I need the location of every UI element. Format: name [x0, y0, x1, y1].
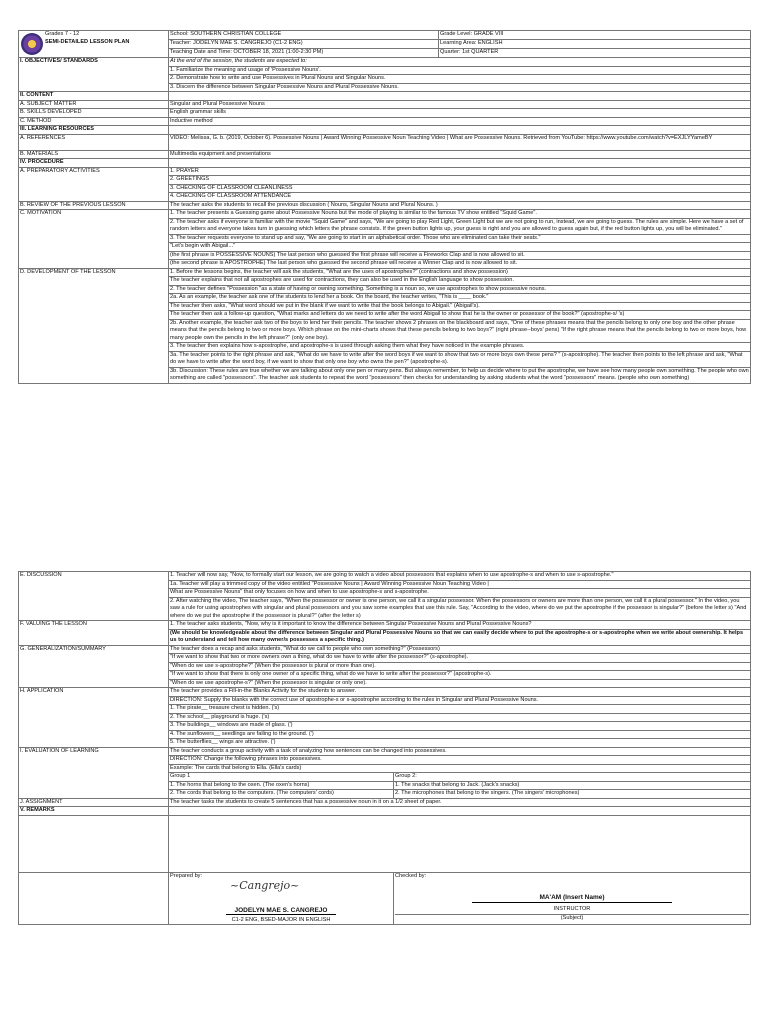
objectives-label: I. OBJECTIVES/ STANDARDS	[19, 58, 169, 92]
discussion-item: 2. After watching the video, The teacher says, "When the possessor or owner is one person, we call it a singular possessor. When the possessors or owners are more than one person, we call it a plural possessor." In the video, you saw a rule for using apostrophes with singular and plural possessors and you saw some examples that use this rule. Say, "According to the video, where do we put the apostrophe if the possessor is singular?" (before the letter s) "And where do we put the apostrophe if the possessor is plural?" (after the letter s)	[169, 597, 751, 621]
development-item: The teacher then ask a follow-up question, "What marks and letters do we need to write after the word Abigail to show that he is the owner or possessor of the book?" (apostrophe-s/ 's)	[169, 311, 751, 320]
application-item: 3. The buildings__ windows are made of glass. (')	[169, 722, 751, 731]
discussion-item: 1a. Teacher will play a trimmed copy of the video entitled "Possessive Nouns | Award Winning Possessive Noun Teaching Video |	[169, 580, 751, 589]
evaluation-item: The teacher conducts a group activity with a task of analyzing how sentences can be changed into possessives.	[169, 747, 751, 756]
procedure-label: IV. PROCEDURE	[19, 159, 169, 168]
assignment-label: J. ASSIGNMENT	[19, 798, 169, 807]
assignment: The teacher tasks the students to create 5 sentences that has a possessive noun in it on a 1/2 sheet of paper.	[169, 798, 751, 807]
motivation-item: (the first phrase is POSSESSIVE NOUNS) The last person who guessed the first phrase will receive a Fireworks Clap and is now allowed to sit.	[169, 251, 751, 260]
subject-matter-label: A. SUBJECT MATTER	[19, 100, 169, 109]
method: Inductive method	[169, 117, 751, 126]
subject-matter: Singular and Plural Possessive Nouns	[169, 100, 751, 109]
prepared-by-name: JODELYN MAE S. CANGREJO	[226, 907, 336, 916]
prepared-by-subtitle: C1-2 ENG, BSED-MAJOR IN ENGLISH	[231, 916, 331, 923]
generalization-label: G. GENERALIZATION/SUMMARY	[19, 645, 169, 688]
checked-by-label: Checked by:	[395, 872, 427, 879]
grades-label: Grades 7 - 12	[45, 31, 80, 37]
school-field: School: SOUTHERN CHRISTIAN COLLEGE	[169, 31, 439, 40]
motivation-item: (the second phrase is APOSTROPHE) The last person who guessed the second phrase will receive a Winner Clap and is now allowed to sit.	[169, 260, 751, 269]
review: The teacher asks the students to recall the previous discussion ( Nouns, Singular Nouns and Plural Nouns. )	[169, 201, 751, 210]
teacher-field: Teacher: JODELYN MAE S. CANGREJO (C1-2 ENG)	[169, 40, 439, 49]
motivation-item: 3. The teacher requests everyone to stand up and say, "We are going to start in an alphabetical order. Those who are eliminated can take their seats."	[169, 234, 751, 243]
content-label: II. CONTENT	[19, 92, 169, 101]
application-item: DIRECTION: Supply the blanks with the correct use of apostrophe-s or s-apostrophe according to the rules in Singular and Plural Possessive Nouns.	[169, 696, 751, 705]
learning-area-field: Learning Area: ENGLISH	[439, 40, 751, 49]
application-item: The teacher provides a Fill-in-the Blanks Activity for the students to answer.	[169, 688, 751, 697]
group-2-title: Group 2:	[394, 773, 751, 782]
checked-by-subject: (Subject)	[560, 915, 584, 921]
prep-label: A. PREPARATORY ACTIVITIES	[19, 167, 169, 201]
plan-title: SEMI-DETAILED LESSON PLAN	[45, 38, 130, 45]
generalization-item: "If we want to show that two or more owners own a thing, what do we have to write after the possessor?" (s-apostrophe).	[169, 654, 751, 663]
generalization-item: The teacher does a recap and asks students, "What do we call to people who own something?" (Possessors)	[169, 645, 751, 654]
checked-by-name: MA'AM (Insert Name)	[472, 894, 672, 903]
development-item: The teacher then asks, "What word should we put in the blank if we want to write that the book belongs to Abigail." (Abigail's).	[169, 302, 751, 311]
checked-by-role: INSTRUCTOR	[395, 906, 749, 915]
review-label: B. REVIEW OF THE PREVIOUS LESSON	[19, 201, 169, 210]
evaluation-item: Example: The cards that belong to Ella. (Ella's cards)	[169, 764, 751, 773]
references: VIDEO: Melissa, G. b. (2019, October 6). Possessive Nouns | Award Winning Possessive Noun Teaching Video | What are Possessive Nouns. Retrieved from YouTube: https://www.youtube.com/watch?v=EXJLYYameBY	[169, 134, 751, 150]
valuing-label: F. VALUING THE LESSON	[19, 621, 169, 646]
grade-level-field: Grade Level: GRADE VIII	[439, 31, 751, 40]
group-1-title: Group 1	[169, 773, 394, 782]
prepared-by-block	[169, 872, 394, 925]
checked-by-block	[394, 872, 751, 925]
resources-label: III. LEARNING RESOURCES	[19, 126, 169, 135]
objective-item: 1. Familiarize the meaning and usage of 'Possessive Nouns'.	[169, 66, 751, 75]
generalization-item: "If we want to show that there is only one owner of a specific thing, what do we have to write after the possessor?" (apostrophe-s).	[169, 671, 751, 680]
development-item: 3b. Discussion: These rules are true whether we are talking about only one pen or many pens. But always remember, to help us decide where to put the apostrophe, we have see how many people own something. The people who own something are called "possessors". The teacher ask students to repeat the word "possessors" then checks for understanding by asking students what the word "possessors" means. (people who own something)	[170, 367, 749, 381]
application-item: 2. The school__ playground is huge. ('s)	[169, 713, 751, 722]
discussion-label: E. DISCUSSION	[19, 572, 169, 621]
group-1-item: 1. The horns that belong to the oxen. (The oxen's horns)	[169, 781, 394, 790]
group-2-item: 1. The snacks that belong to Jack. (Jack's snacks)	[394, 781, 751, 790]
development-item: 1. Before the lessons begins, the teacher will ask the students, "What are the uses of apostrophes?" (contractions and show possession)	[169, 268, 751, 277]
motivation-item: 1. The teacher presents a Guessing game about Possessive Nouns but the mode of playing is similar to the famous TV show entitled "Squid Game".	[169, 210, 751, 219]
logo-cell	[19, 31, 169, 58]
quarter-field: Quarter: 1st QUARTER	[439, 49, 751, 58]
signature-icon: ~Cangrejo~	[230, 879, 300, 892]
development-item: 2. The teacher defines "Possession "as a state of having or owning something. Something is a noun so, we use apostrophes to show possessive nouns.	[169, 285, 751, 294]
objectives-intro: At the end of the session, the students are expected to:	[169, 58, 751, 67]
motivation-item: 2. The teacher asks if everyone is familiar with the movie "Squid Game" and says, "We are going to play Red Light, Green Light but we are not going to run, instead, we are going to guess. The rules are simple. Here we have a set of random letters and everyone takes turn in guessing which letters the phrase consists. If the green button lights up, your guess is right and you are allowed to guess again but, if the red button lights up, you will be eliminated."	[169, 218, 751, 234]
generalization-item: "When do we use s-apostrophe?" (When the possessor is plural or more than one).	[169, 662, 751, 671]
prep-item: 3. CHECKING OF CLASSROOM CLEANLINESS	[169, 184, 751, 193]
materials: Multimedia equipment and presentations	[169, 150, 751, 159]
development-label: D. DEVELOPMENT OF THE LESSON	[19, 268, 169, 383]
lesson-plan-page-2	[18, 571, 751, 925]
development-item: 2a. As an example, the teacher ask one of the students to lend her a book. On the board, the teacher writes, "This is ____ book."	[169, 294, 751, 303]
development-item: 3a. The teacher points to the right phrase and ask, "What do we have to write after the word boys if we want to show that two or more boys own these pens? " (s-apostrophe). The teacher then points to the left phrase and ask, "What do we have to write after the word boy, if we want to show that only one boy who owns the pen?" (apostrophe-s).	[169, 351, 751, 367]
remarks-label: V. REMARKS	[19, 807, 169, 816]
development-item: 2b. Another example, the teacher ask two of the boys to lend her their pencils. The teacher shows 2 phrases on the blackboard and says, "One of these phrases means that the pencils belong to only one boy and the other phrase means that the pencils belong to two or more boys. Which phrase on the mini-charts shows that these pencils belong to two boys?" (right phrase--boys' pens) "If the right phrase means that the pencils belong to two or more boys, how many people own the pencils in the left phrase?" (only one boy).	[169, 319, 751, 343]
prep-item: 1. PRAYER	[169, 167, 751, 176]
prep-item: 2. GREETINGS	[169, 176, 751, 185]
skills-developed: English grammar skills	[169, 109, 751, 118]
development-item: 3. The teacher then explains how s-apostrophe, and apostrophe-s is used through asking them what they have noticed in the example phrases.	[169, 343, 751, 352]
materials-label: B. MATERIALS	[19, 150, 169, 159]
motivation-item: "Let's begin with Abigail..."	[169, 243, 751, 252]
date-field: Teaching Date and Time: OCTOBER 18, 2021 (1:00-2:30 PM)	[169, 49, 439, 58]
application-item: 4. The sunflowers__ seedlings are failing to the ground. (')	[169, 730, 751, 739]
discussion-item: 1. Teacher will now say, "Now, to formally start our lesson, we are going to watch a video about possessors that explains when to use apostrophe-s and when to use s-apostrophe."	[169, 572, 751, 581]
lesson-plan-page-1	[18, 30, 751, 384]
application-item: 5. The butterflies__ wings are attractive. (')	[169, 739, 751, 748]
evaluation-label: I. EVALUATION OF LEARNING	[19, 747, 169, 798]
objective-item: 3. Discern the difference between Singular Possessive Nouns and Plural Possessive Nouns.	[169, 83, 751, 92]
method-label: C. METHOD	[19, 117, 169, 126]
development-item: The teacher explains that not all apostrophes are used for contractions, they can also be used in the English language to show possession.	[169, 277, 751, 286]
references-label: A. REFERENCES	[19, 134, 169, 150]
objective-item: 2. Demonstrate how to write and use Possessives in Plural Nouns and Singular Nouns.	[169, 75, 751, 84]
evaluation-item: DIRECTION: Change the following phrases into possessives.	[169, 756, 751, 765]
group-2-item: 2. The microphones that belong to the singers. (The singers' microphones)	[394, 790, 751, 799]
prepared-by-label: Prepared by:	[170, 872, 203, 879]
group-1-item: 2. The cords that belong to the computers. (The computers' cords)	[169, 790, 394, 799]
application-item: 1. The pirate__ treasure chest is hidden. ('s)	[169, 705, 751, 714]
school-seal-icon	[21, 33, 43, 55]
generalization-item: "When do we use apostrophe-s?" (When the possessor is singular or only one).	[169, 679, 751, 688]
prep-item: 4. CHECKING OF CLASSROOM ATTENDANCE	[169, 193, 751, 202]
valuing-item: (We should be knowledgeable about the difference between Singular and Plural Possessive Nouns so that we can easily decide where to put the apostrophe-s or s-apostrophe when we write about ownership. It helps us to understand and tell how many owner/s possesses a specific thing.)	[169, 629, 751, 645]
skills-label: B. SKILLS DEVELOPED	[19, 109, 169, 118]
motivation-label: C. MOTIVATION	[19, 210, 169, 269]
valuing-item: 1. The teacher asks students, "Now, why is it important to know the difference between Singular Possessive Nouns and Plural Possessive Nouns?	[169, 621, 751, 630]
application-label: H. APPLICATION	[19, 688, 169, 748]
discussion-item: What are Possessive Nouns" that only focuses on how and when to use apostrophe-s and s-apostrophe.	[169, 589, 751, 598]
